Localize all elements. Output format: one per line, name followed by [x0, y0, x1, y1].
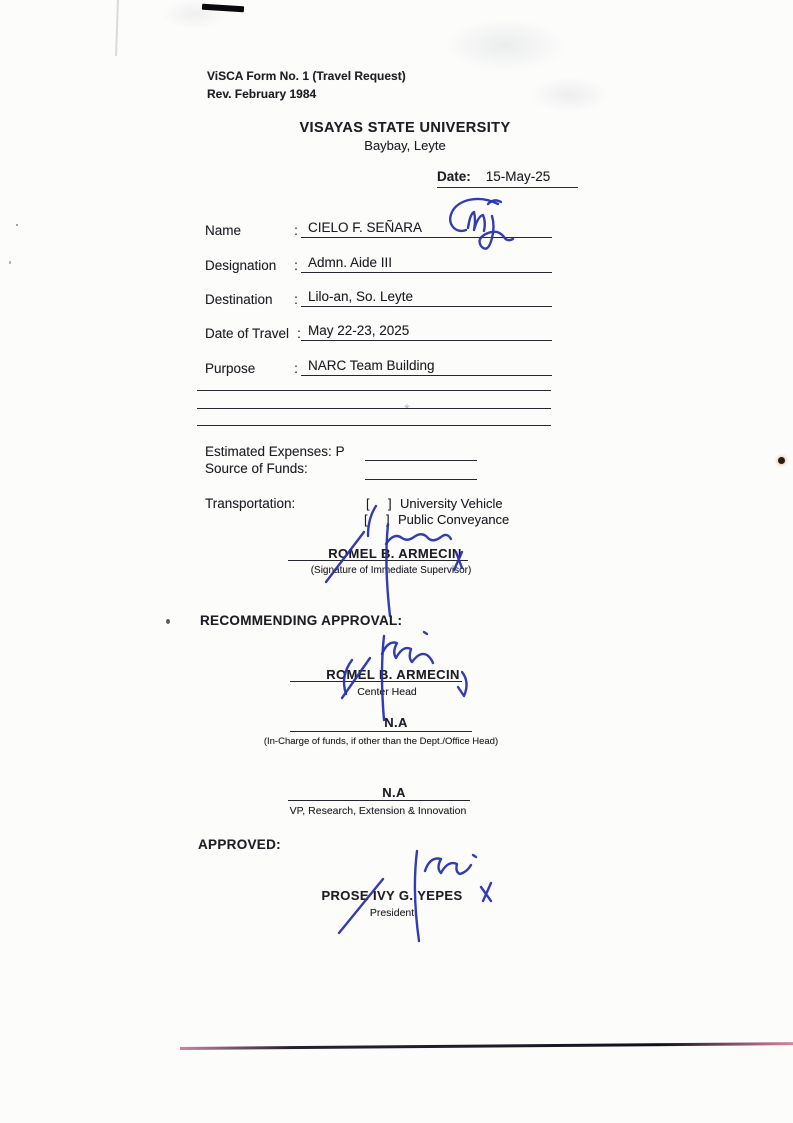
field-colon: :: [297, 326, 301, 341]
field-row-date-of-travel: [205, 323, 552, 341]
scan-smudge: [420, 8, 590, 83]
supervisor-caption: (Signature of Immediate Supervisor): [310, 565, 472, 576]
center-head-signature-ink: [326, 626, 486, 722]
option-label: University Vehicle: [400, 496, 503, 511]
field-value: CIELO F. SEÑARA: [301, 220, 552, 238]
date-label: Date:: [437, 169, 471, 184]
blank-rule-line: [197, 390, 551, 391]
field-colon: :: [294, 292, 298, 307]
date-value: 15-May-25: [485, 169, 551, 184]
university-title: VISAYAS STATE UNIVERSITY: [299, 120, 511, 136]
date-field: [437, 169, 578, 188]
form-number: ViSCA Form No. 1 (Travel Request): [207, 69, 406, 83]
checkbox-bracket-open: [: [364, 512, 368, 527]
scan-page-edge-line: [180, 1042, 793, 1049]
checkbox-bracket-close: ]: [386, 512, 390, 527]
estimated-expenses-blank: [365, 460, 477, 461]
ink-dot-left: [166, 619, 170, 624]
form-revision: Rev. February 1984: [207, 87, 317, 101]
vp-signature-line: [288, 800, 470, 801]
in-charge-signature-line: [290, 731, 472, 732]
field-label: Date of Travel: [205, 326, 290, 341]
scan-speck: [9, 261, 11, 264]
transportation-label: Transportation:: [205, 496, 296, 511]
scan-mark-top: [202, 4, 244, 13]
approved-heading: APPROVED:: [198, 837, 281, 852]
field-colon: :: [294, 223, 298, 238]
in-charge-caption: (In-Charge of funds, if other than the Dept./Office Head): [263, 736, 499, 747]
supervisor-signature-ink: [318, 518, 478, 618]
in-charge-name: N.A: [384, 715, 408, 730]
scan-asterisk-artifact: *: [404, 401, 410, 418]
president-name: PROSE IVY G. YEPES: [321, 888, 463, 903]
option-university-vehicle: [366, 496, 503, 511]
president-signature-ink: [333, 845, 505, 941]
center-head-title: Center Head: [357, 686, 417, 698]
option-label: Public Conveyance: [398, 512, 510, 527]
blank-rule-line: [197, 408, 551, 409]
scan-speck: [16, 224, 18, 226]
field-label: Designation: [205, 258, 277, 273]
vp-title: VP, Research, Extension & Innovation: [289, 805, 467, 817]
field-colon: :: [294, 361, 298, 376]
center-head-name: ROMEL B. ARMECIN: [326, 667, 460, 682]
name-signature-ink: [428, 192, 532, 262]
source-of-funds-blank: [365, 479, 477, 480]
blank-rule-line: [197, 425, 551, 426]
campus-subtitle: Baybay, Leyte: [364, 138, 446, 153]
field-row-purpose: [205, 358, 552, 376]
checkbox-bracket-open: [: [366, 496, 370, 511]
field-label: Destination: [205, 292, 273, 307]
field-value: May 22-23, 2025: [301, 323, 552, 341]
field-label: Purpose: [205, 361, 256, 376]
field-value: Admn. Aide III: [301, 255, 552, 273]
estimated-expenses-label: Estimated Expenses: P: [205, 444, 345, 459]
field-colon: :: [294, 258, 298, 273]
scan-smudge: [515, 70, 625, 120]
supervisor-name: ROMEL B. ARMECIN: [328, 546, 462, 561]
president-title: President: [369, 907, 415, 919]
scan-line-artifact: [115, 0, 119, 56]
field-row-destination: [205, 289, 552, 307]
field-value: NARC Team Building: [301, 358, 552, 376]
ink-dot-right: [778, 457, 785, 464]
vp-name: N.A: [382, 785, 406, 800]
checkbox-bracket-close: ]: [388, 496, 392, 511]
field-label: Name: [205, 223, 242, 238]
field-value: Lilo-an, So. Leyte: [301, 289, 552, 307]
recommending-approval-heading: RECOMMENDING APPROVAL:: [200, 613, 403, 628]
source-of-funds-label: Source of Funds:: [205, 461, 308, 476]
